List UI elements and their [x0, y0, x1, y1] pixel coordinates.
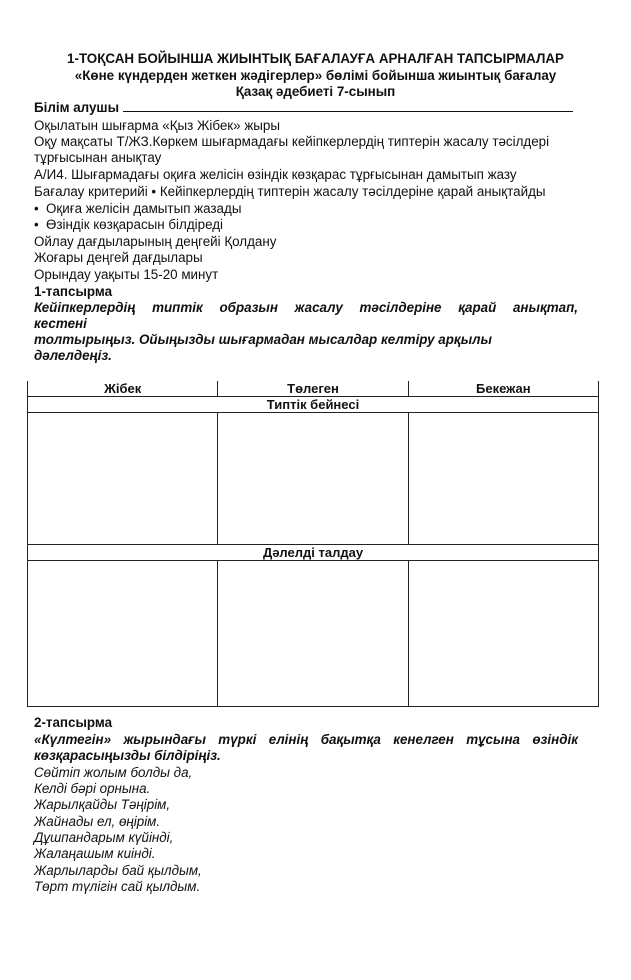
section-evidence-analysis: Дәлелді талдау	[28, 545, 599, 561]
task2-text-2: көзқарасыңызды білдіріңіз.	[34, 748, 221, 763]
poem-line: Дұшпандарым күйінді,	[34, 830, 174, 845]
task1-text-3: толтырыңыз. Ойыңызды шығармадан мысалдар келтіру арқылы	[34, 332, 492, 347]
task1-text-1: Кейіпкерлердің типтік образын жасалу тәсілдеріне қарай анықтап,	[34, 300, 578, 315]
student-label: Білім алушы	[34, 100, 120, 115]
table-row	[28, 561, 599, 707]
doc-subtitle: «Көне күндерден жеткен жәдігерлер» бөлімі бойынша жиынтық бағалау	[74, 68, 557, 83]
poem-line: Сөйтіп жолым болды да,	[34, 765, 193, 780]
answer-cell-bekezhan-type[interactable]	[408, 413, 598, 545]
bullet-text: Өзіндік көзқарасын білдіреді	[46, 217, 224, 232]
task1-text-4: дәлелдеңіз.	[34, 348, 112, 363]
poem-line: Жайнады ел, өңірім.	[34, 814, 161, 829]
column-header-zhibek: Жібек	[28, 381, 218, 397]
column-header-bekezhan: Бекежан	[408, 381, 598, 397]
criteria-bullet-2	[34, 217, 223, 232]
thinking-level-line: Ойлау дағдыларының деңгейі Қолдану	[34, 234, 277, 249]
table-section-row	[28, 545, 599, 561]
answer-cell-tolegen-type[interactable]	[218, 413, 408, 545]
work-line: Оқылатын шығарма «Қыз Жібек» жыры	[34, 118, 280, 133]
task2-title: 2-тапсырма	[34, 715, 113, 730]
task1-text-2: кестені	[34, 316, 87, 331]
criteria-line: Бағалау критерийі • Кейіпкерлердің типтерін жасалу тәсілдеріне қарай анықтайды	[34, 184, 546, 199]
poem-line: Төрт түлігін сай қылдым.	[34, 879, 201, 894]
higher-skills-line: Жоғары деңгей дағдылары	[34, 250, 203, 265]
column-header-tolegen: Төлеген	[218, 381, 408, 397]
doc-grade: Қазақ әдебиеті 7-сынып	[235, 84, 396, 99]
goal-line-3: А/И4. Шығармадағы оқиға желісін өзіндік көзқарас тұрғысынан дамытып жазу	[34, 167, 517, 182]
task1-title: 1-тапсырма	[34, 284, 113, 299]
criteria-bullet-1	[34, 201, 241, 216]
bullet-text: Оқиға желісін дамытып жазады	[46, 201, 242, 216]
table-section-row	[28, 397, 599, 413]
doc-title: 1-ТОҚСАН БОЙЫНША ЖИЫНТЫҚ БАҒАЛАУҒА АРНАЛҒАН ТАПСЫРМАЛАР	[67, 51, 564, 66]
section-typical-image: Типтік бейнесі	[28, 397, 599, 413]
goal-line-1: Оқу мақсаты Т/ЖЗ.Көркем шығармадағы кейіпкерлердің типтерін жасалу тәсілдері	[34, 134, 550, 149]
answer-cell-zhibek-analysis[interactable]	[28, 561, 218, 707]
bullet-icon: •	[34, 201, 39, 216]
answer-cell-bekezhan-analysis[interactable]	[408, 561, 598, 707]
table-row	[28, 413, 599, 545]
task2-text-1: «Күлтегін» жырындағы түркі елінің бақытқа кенелген тұсына өзіндік	[34, 732, 578, 747]
time-line: Орындау уақыты 15-20 минут	[34, 267, 219, 282]
answer-cell-tolegen-analysis[interactable]	[218, 561, 408, 707]
poem-line: Жарылқайды Тәңірім,	[34, 797, 171, 812]
student-field	[34, 100, 573, 115]
goal-line-2: тұрғысынан анықтау	[34, 150, 162, 165]
table-header-row	[28, 381, 599, 397]
poem-line: Жалаңашым киінді.	[34, 846, 156, 861]
poem-line: Келді бәрі орнына.	[34, 781, 151, 796]
poem-line: Жарлыларды бай қылдым,	[34, 863, 202, 878]
character-table	[27, 381, 599, 707]
answer-cell-zhibek-type[interactable]	[28, 413, 218, 545]
bullet-icon: •	[34, 217, 39, 232]
student-name-line[interactable]	[123, 100, 573, 112]
